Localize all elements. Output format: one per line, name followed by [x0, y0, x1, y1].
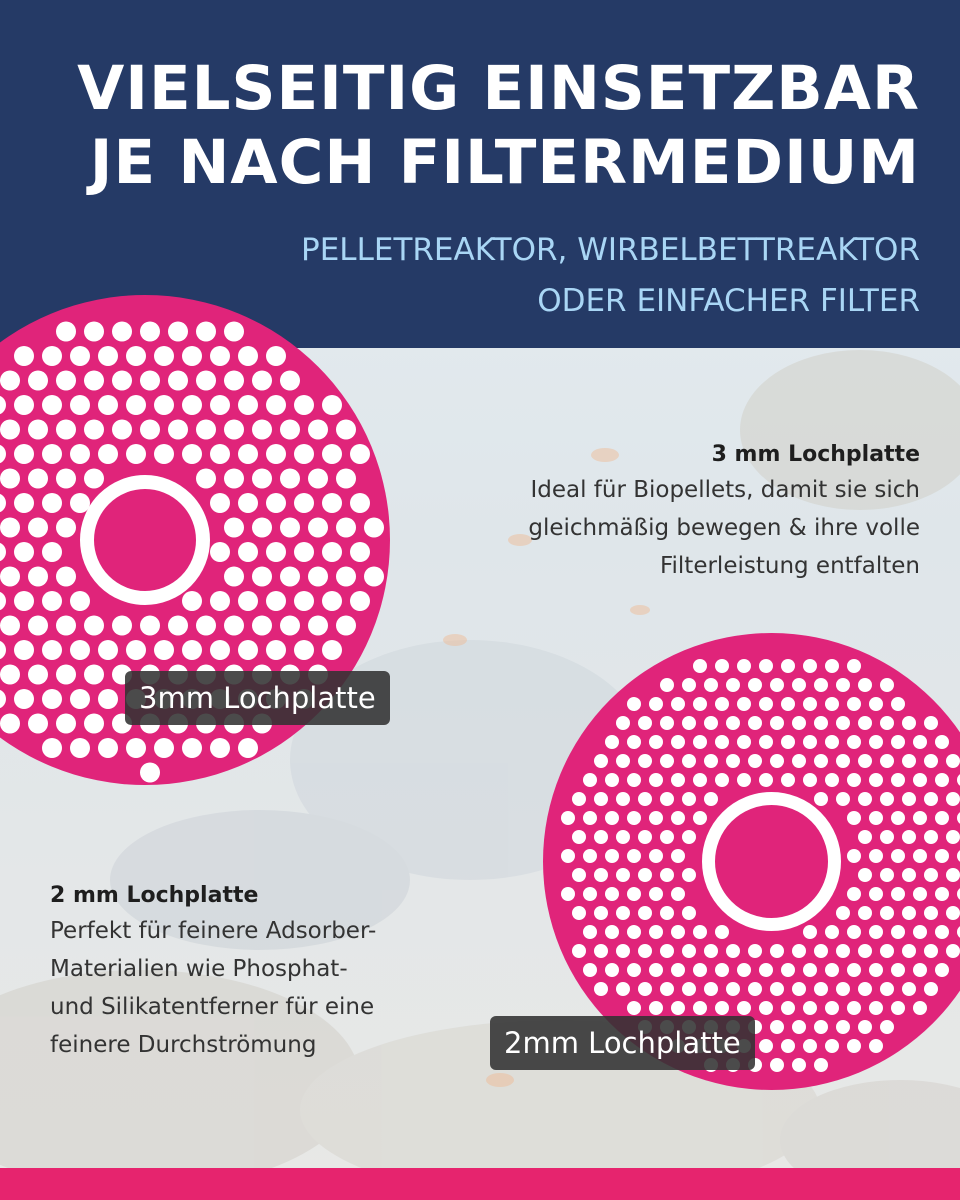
subheadline-line-2: ODER EINFACHER FILTER: [537, 283, 920, 319]
plate-3mm-desc-line: Filterleistung entfalten: [659, 553, 920, 579]
plate-2mm-desc-line: feinere Durchströmung: [50, 1032, 317, 1058]
plate-3mm-info: [528, 442, 920, 585]
plate-3mm-description: [528, 471, 920, 585]
plate-3mm-desc-line: gleichmäßig bewegen & ihre volle: [528, 515, 920, 541]
headline-line-1: VIELSEITIG EINSETZBAR: [77, 53, 920, 124]
plate-2mm-title: 2 mm Lochplatte: [50, 883, 259, 908]
plate-3mm-tag: 3mm Lochplatte: [125, 671, 390, 725]
plate-2mm-tag: 2mm Lochplatte: [490, 1016, 755, 1070]
headline-line-2: JE NACH FILTERMEDIUM: [89, 127, 920, 198]
plate-2mm-description: [50, 912, 376, 1064]
headline: [77, 52, 920, 200]
plate-2mm-desc-line: und Silikatentferner für eine: [50, 994, 375, 1020]
plate-2mm-info: [50, 883, 376, 1064]
plate-2mm-desc-line: Perfekt für feinere Adsorber-: [50, 918, 377, 944]
bottom-accent-bar: [0, 1168, 960, 1200]
subheadline-line-1: PELLETREAKTOR, WIRBELBETTREAKTOR: [301, 232, 920, 268]
plate-3mm-title: 3 mm Lochplatte: [711, 442, 920, 467]
plate-3mm-desc-line: Ideal für Biopellets, damit sie sich: [530, 477, 920, 503]
plate-2mm-desc-line: Materialien wie Phosphat-: [50, 956, 348, 982]
subheadline: [301, 225, 920, 327]
